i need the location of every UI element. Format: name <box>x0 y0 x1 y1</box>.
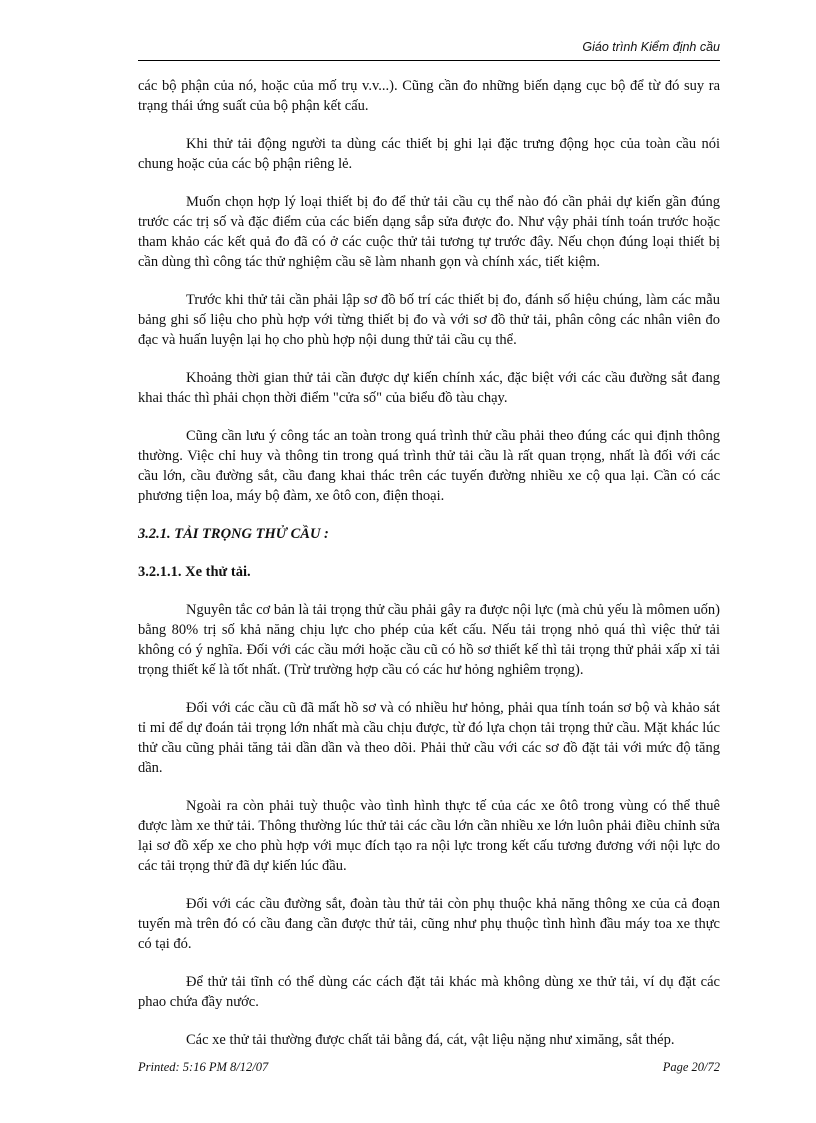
paragraph: Khi thử tải động người ta dùng các thiết bị ghi lại đặc trưng động học của toàn cầu nói chung hoặc của các bộ phận riêng lẻ. <box>138 136 720 172</box>
paragraph: Đối với các cầu đường sắt, đoàn tàu thử tải còn phụ thuộc khả năng thông xe của cả đoạn tuyến mà trên đó có cầu đang cần được thử tải, cũng như phụ thuộc tình hình đầu máy toa xe thực có tại đó. <box>138 896 720 952</box>
paragraph: Đối với các cầu cũ đã mất hồ sơ và có nhiều hư hỏng, phải qua tính toán sơ bộ và khảo sát tỉ mỉ để dự đoán tải trọng lớn nhất mà cầu chịu được, từ đó lựa chọn tải trọng thử cầu. Mặt khác lúc thử cầu cũng phải tăng tải dần dần và theo dõi. Phải thử cầu với các sơ đồ đặt tải với mức độ tăng dần. <box>138 700 720 776</box>
paragraph: Nguyên tắc cơ bản là tải trọng thử cầu phải gây ra được nội lực (mà chủ yếu là mômen uốn) bằng 80% trị số khả năng chịu lực cho phép của kết cấu. Nếu tải trọng nhỏ quá thì việc thử tải không có ý nghĩa. Đối với các cầu mới hoặc cầu cũ có hồ sơ thiết kế thì tải trọng thử phải xấp xỉ tải trọng thiết kế là tốt nhất. (Trừ trường hợp cầu có các hư hỏng nghiêm trọng). <box>138 602 720 678</box>
section-heading: 3.2.1. TẢI TRỌNG THỬ CẦU : <box>138 526 329 542</box>
page-number: Page 20/72 <box>662 1060 720 1074</box>
paragraph: Trước khi thử tải cần phải lập sơ đồ bố trí các thiết bị đo, đánh số hiệu chúng, làm các mẫu bảng ghi số liệu cho phù hợp với từng thiết bị đo và với sơ đồ thử tải, phân công các nhân viên đo đạc và huấn luyện lại họ cho phù hợp nội dung thử tải cầu cụ thể. <box>138 292 720 348</box>
page-footer <box>138 1060 720 1075</box>
running-header <box>138 40 720 61</box>
paragraph: Muốn chọn hợp lý loại thiết bị đo để thử tải cầu cụ thể nào đó cần phải dự kiến gần đúng trước các trị số và đặc điểm của các biến dạng sắp sửa được đo. Như vậy phải tính toán trước hoặc tham khảo các kết quả đo đã có ở các cuộc thử tải tương tự trước đây. Nếu chọn đúng loại thiết bị cần dùng thì công tác thử nghiệm cầu sẽ làm nhanh gọn và chính xác, tiết kiệm. <box>138 194 720 270</box>
page-content <box>138 76 720 1068</box>
document-title: Giáo trình Kiểm định cầu <box>582 40 720 54</box>
subsection-heading: 3.2.1.1. Xe thử tải. <box>138 564 251 580</box>
paragraph: Ngoài ra còn phải tuỳ thuộc vào tình hình thực tế của các xe ôtô trong vùng có thể thuê được làm xe thử tải. Thông thường lúc thử tải các cầu lớn cần nhiều xe lớn luôn phải điều chỉnh sửa lại sơ đồ xếp xe cho phù hợp với mục đích tạo ra nội lực trong kết cấu tương đương với nội lực do các tải trọng thử đã dự kiến lúc đầu. <box>138 798 720 874</box>
paragraph: Các xe thử tải thường được chất tải bằng đá, cát, vật liệu nặng như ximăng, sắt thép. <box>186 1032 675 1048</box>
paragraph: các bộ phận của nó, hoặc của mố trụ v.v...). Cũng cần đo những biến dạng cục bộ để từ đó suy ra trạng thái ứng suất của bộ phận kết cấu. <box>138 78 720 114</box>
paragraph: Để thử tải tĩnh có thể dùng các cách đặt tải khác mà không dùng xe thử tải, ví dụ đặt các phao chứa đầy nước. <box>138 974 720 1010</box>
printed-timestamp: Printed: 5:16 PM 8/12/07 <box>138 1060 269 1074</box>
paragraph: Cũng cần lưu ý công tác an toàn trong quá trình thử cầu phải theo đúng các qui định thông thường. Việc chỉ huy và thông tin trong quá trình thử tải cầu là rất quan trọng, nhất là đối với các cầu lớn, cầu đường sắt, cầu đang khai thác trên các tuyến đường nhiều xe cộ qua lại. Cần có các phương tiện loa, máy bộ đàm, xe ôtô con, điện thoại. <box>138 428 720 504</box>
paragraph: Khoảng thời gian thử tải cần được dự kiến chính xác, đặc biệt với các cầu đường sắt đang khai thác thì phải chọn thời điểm "cửa số" của biểu đồ tàu chạy. <box>138 370 720 406</box>
